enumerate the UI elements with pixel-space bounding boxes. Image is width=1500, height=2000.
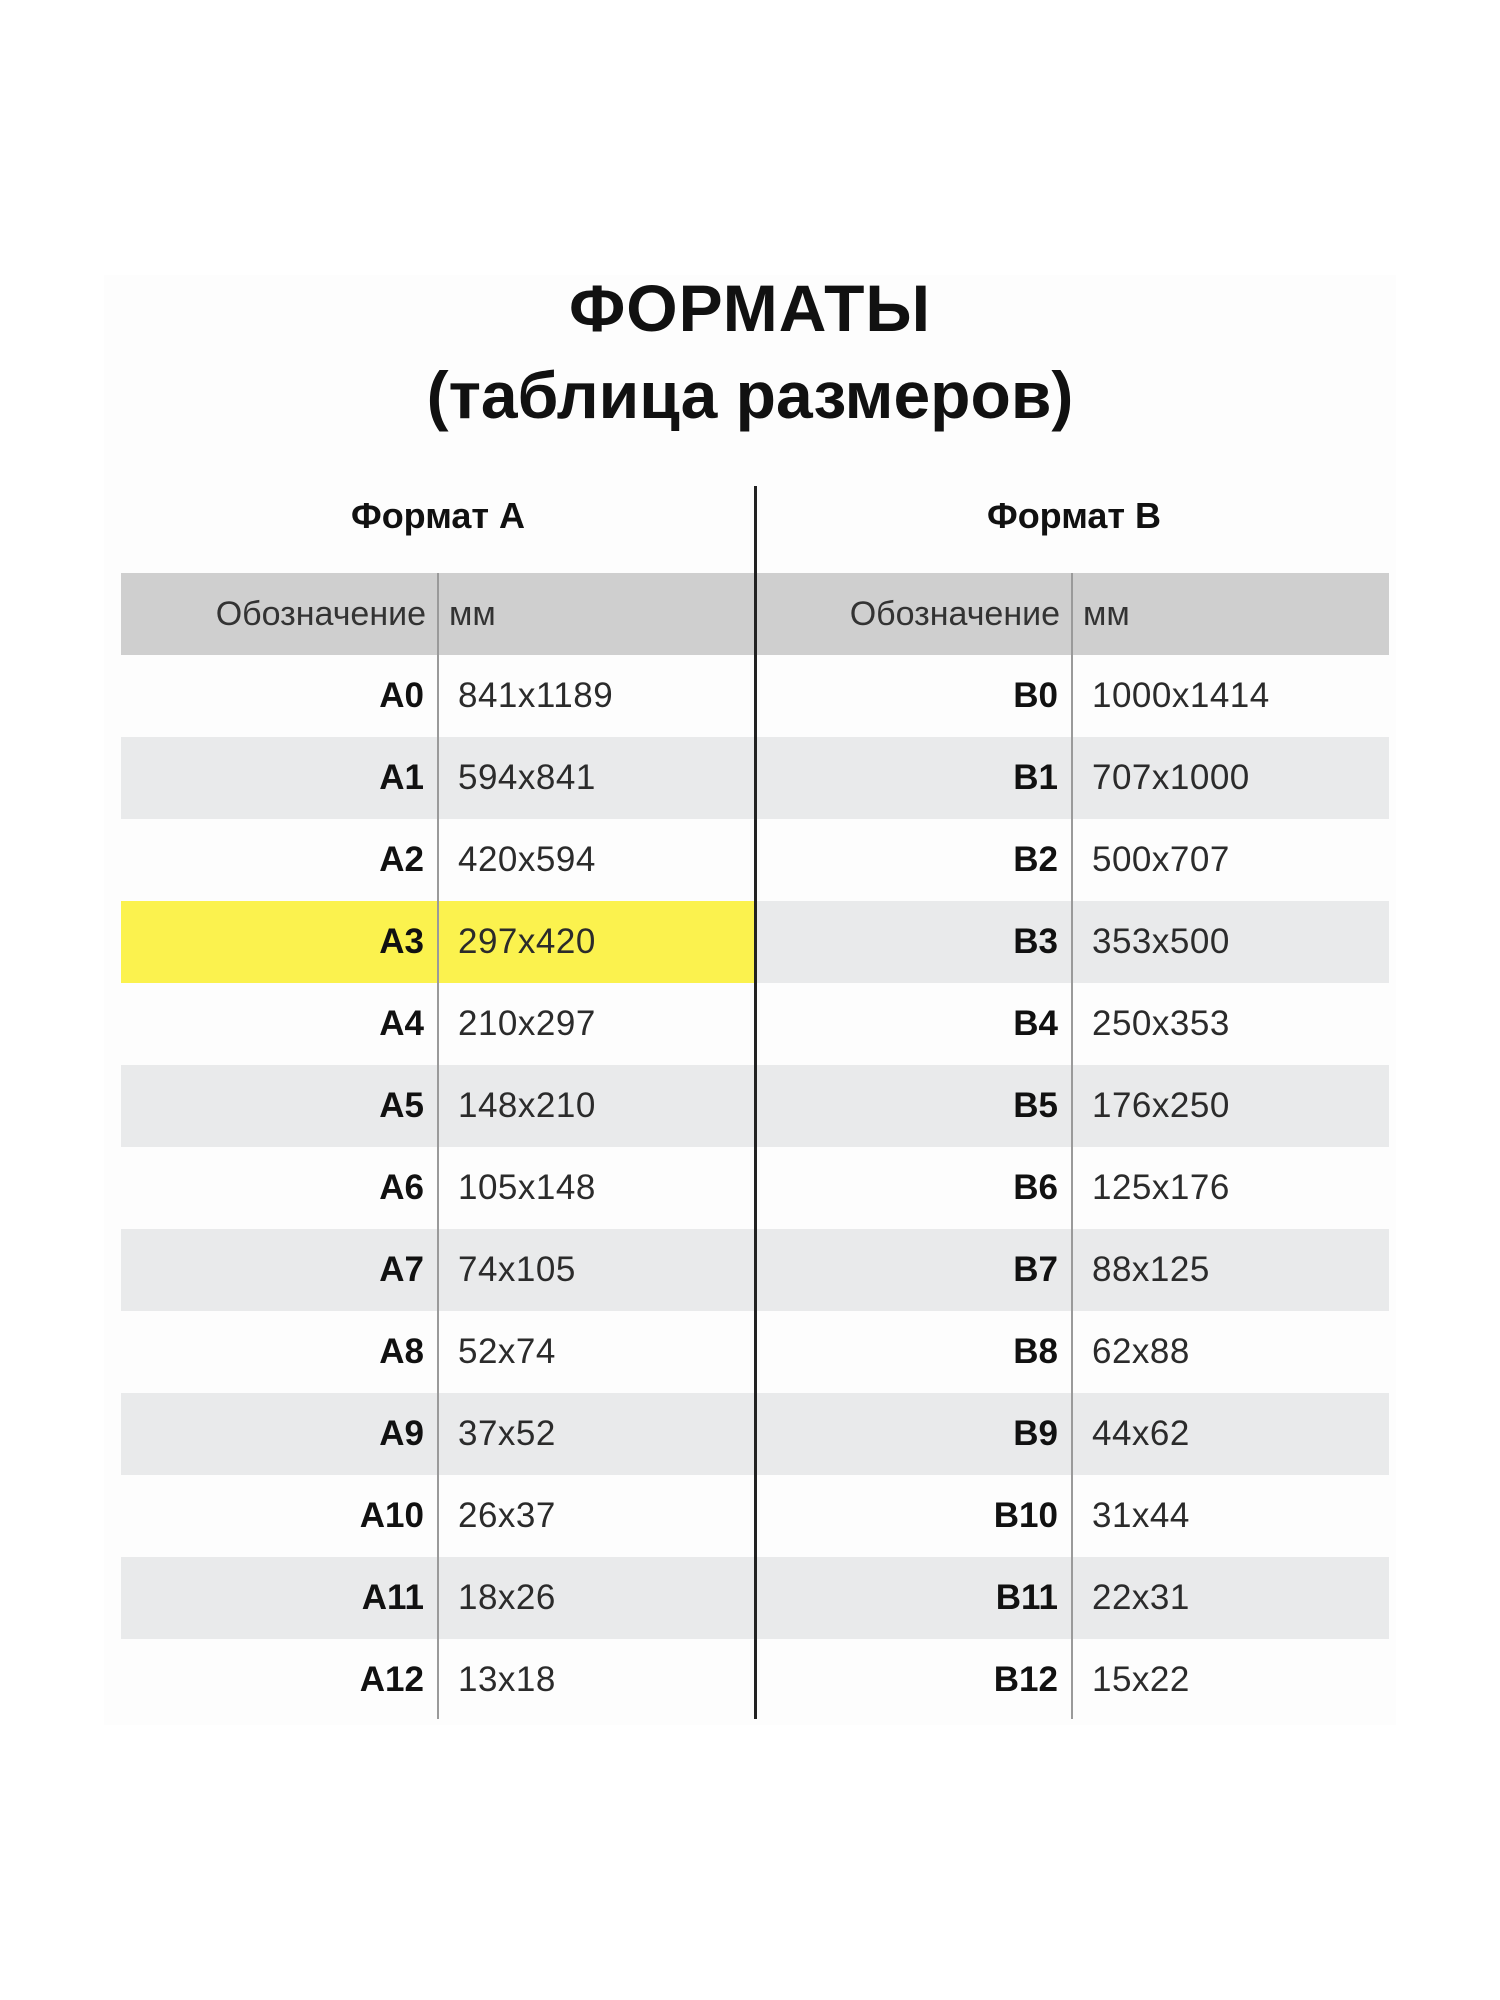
format-b-size: 44x62 [1092,1414,1190,1453]
format-b-size: 707x1000 [1092,758,1250,797]
format-a-size: 841x1189 [458,676,614,715]
format-a-size: 148x210 [458,1086,596,1125]
format-b-code: В5 [1013,1086,1058,1125]
format-b-code: В7 [1013,1250,1058,1289]
format-b-code: В10 [993,1496,1058,1535]
format-a-code: А10 [359,1496,424,1535]
format-a-size: 18x26 [458,1578,556,1617]
header-unit-a: мм [449,595,496,633]
format-a-code: А11 [361,1578,424,1617]
format-b-code: В6 [1013,1168,1058,1207]
format-b-size: 1000x1414 [1092,676,1270,715]
format-a-code: А6 [379,1168,424,1207]
format-b-code: В11 [995,1578,1058,1617]
format-b-code: В9 [1013,1414,1058,1453]
format-a-code: А8 [379,1332,424,1371]
format-a-heading: Формат А [350,495,526,536]
header-designation-a: Обозначение [215,595,426,633]
format-b-size: 31x44 [1092,1496,1190,1535]
format-a-size: 37x52 [458,1414,556,1453]
format-a-code: А12 [359,1660,424,1699]
format-b-heading: Формат В [986,495,1162,536]
format-a-size: 52x74 [458,1332,556,1371]
format-b-size: 500x707 [1092,840,1230,879]
format-b-size: 250x353 [1092,1004,1230,1043]
column-divider-b [1071,573,1073,1719]
format-a-size: 26x37 [458,1496,556,1535]
format-b-code: В2 [1013,840,1058,879]
format-a-code: А2 [379,840,424,879]
format-a-code: А7 [379,1250,424,1289]
center-divider [754,486,757,1719]
format-b-size: 88x125 [1092,1250,1210,1289]
format-b-size: 353x500 [1092,922,1230,961]
format-a-code: А1 [379,758,424,797]
format-a-code: А3 [379,922,424,961]
format-b-size: 125x176 [1092,1168,1230,1207]
format-a-size: 210x297 [458,1004,596,1043]
format-b-code: В1 [1013,758,1058,797]
format-a-size: 420x594 [458,840,596,879]
page-subtitle: (таблица размеров) [426,358,1074,432]
format-a-size: 105x148 [458,1168,596,1207]
format-b-code: В8 [1013,1332,1058,1371]
format-b-size: 176x250 [1092,1086,1230,1125]
header-designation-b: Обозначение [849,595,1060,633]
format-a-size: 13x18 [458,1660,556,1699]
header-unit-b: мм [1083,595,1130,633]
format-b-code: В0 [1013,676,1058,715]
format-b-size: 22x31 [1092,1578,1190,1617]
format-a-code: А5 [379,1086,424,1125]
format-a-code: А0 [379,676,424,715]
format-a-code: А4 [379,1004,424,1043]
format-b-size: 15x22 [1092,1660,1190,1699]
format-a-size: 297x420 [458,922,596,961]
page-title: ФОРМАТЫ [568,271,932,345]
format-a-size: 74x105 [458,1250,576,1289]
format-b-code: В3 [1013,922,1058,961]
format-b-code: В12 [993,1660,1058,1699]
format-a-size: 594x841 [458,758,596,797]
column-divider-a [437,573,439,1719]
format-b-size: 62x88 [1092,1332,1190,1371]
format-a-code: А9 [379,1414,424,1453]
format-b-code: В4 [1013,1004,1058,1043]
